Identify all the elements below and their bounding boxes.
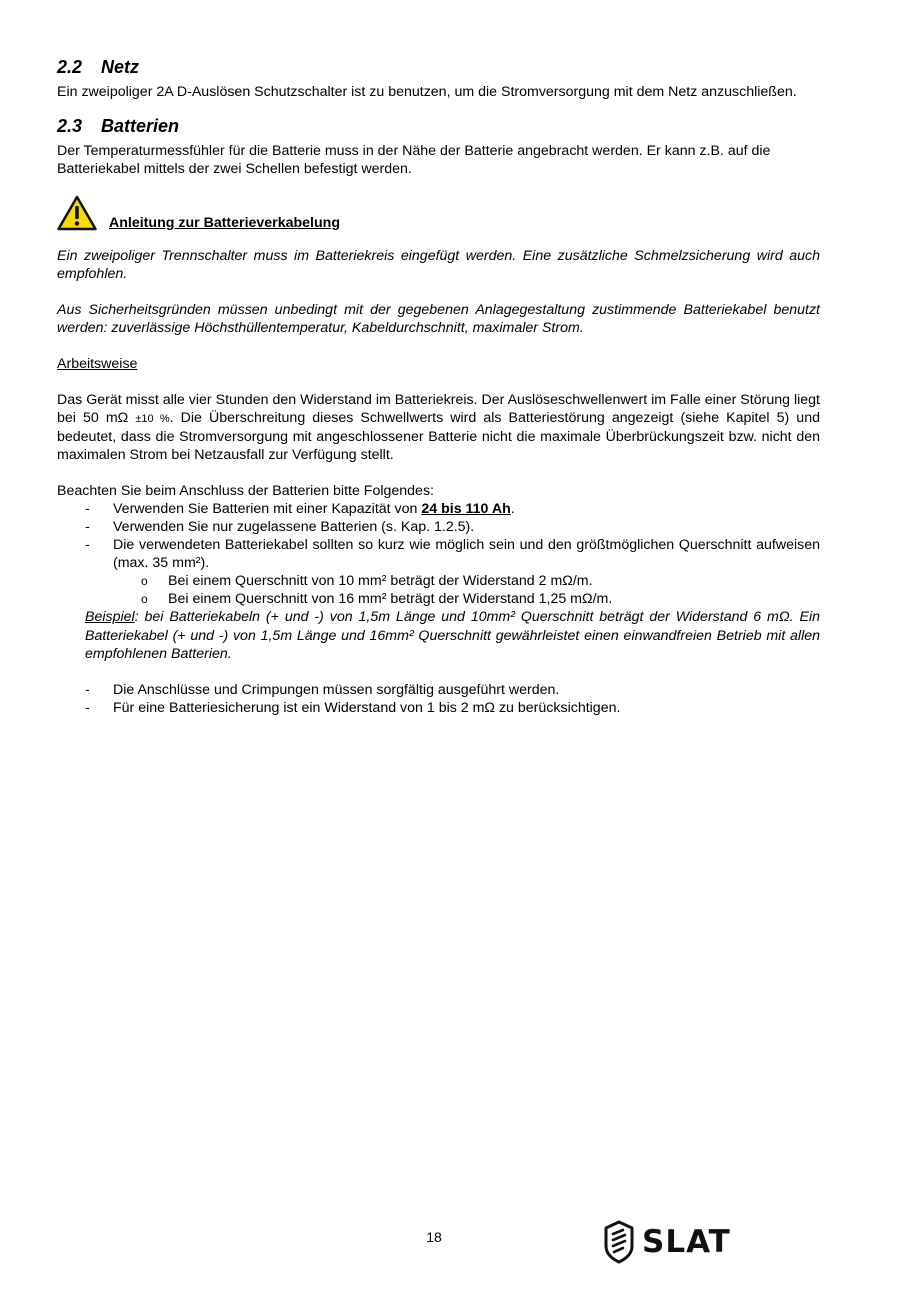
item-text: Verwenden Sie Batterien mit einer Kapazität von <box>113 501 422 517</box>
batterien-paragraph: Der Temperaturmessfühler für die Batterie muss in der Nähe der Batterie angebracht werden. Er kann z.B. auf die Batteriekabel mittels der zwei Schellen befestigt werden. <box>57 143 771 177</box>
slat-shield-icon <box>604 1220 634 1264</box>
page-content <box>57 56 820 717</box>
sub-item-text: Bei einem Querschnitt von 10 mm² beträgt der Widerstand 2 mΩ/m. <box>168 573 593 589</box>
sublist-item <box>57 590 820 608</box>
anschluss-list-2 <box>57 681 820 717</box>
warning-triangle-icon <box>57 195 97 231</box>
warning-paragraph-1: Ein zweipoliger Trennschalter muss im Batteriekreis eingefügt werden. Eine zusätzliche Schmelzsicherung wird auch empfohlen. <box>57 248 820 282</box>
tolerance-value: ±10 % <box>135 413 170 425</box>
dash-bullet: - <box>85 501 90 517</box>
arbeitsweise-text-after: . Die Überschreitung dieses Schwellwerts wird als Batteriestörung angezeigt (siehe Kapitel 5) und bedeutet, dass die Stromversorgung mit angeschlossener Batterie nicht die maximale Überbrückungszeit bzw. nicht den maximalen Strom bei Netzausfall zur Verfügung stellt. <box>57 410 820 463</box>
example-text: : bei Batteriekabeln (+ und -) von 1,5m Länge und 10mm² Querschnitt beträgt der Widerstand 6 mΩ. Ein Batteriekabel (+ und -) von 1,5m Länge und 16mm² Querschnitt gewährleistet einen einwandfreien Betrieb mit allen empfohlenen Batterien. <box>85 609 820 662</box>
item-text: Für eine Batteriesicherung ist ein Widerstand von 1 bis 2 mΩ zu berücksichtigen. <box>113 699 621 716</box>
item-text: Die verwendeten Batteriekabel sollten so kurz wie möglich sein und den größtmöglichen Querschnitt aufweisen (max. 35 mm²). <box>113 537 820 571</box>
warning-paragraph-2: Aus Sicherheitsgründen müssen unbedingt mit der gegebenen Anlagegestaltung zustimmende Batteriekabel benutzt werden: zuverlässige Höchsthüllentemperatur, Kabeldurchschnitt, maximaler Strom. <box>57 302 820 336</box>
anschluss-list <box>57 500 820 572</box>
item-text-end: . <box>510 501 515 517</box>
sublist-item <box>57 572 820 590</box>
list-item <box>57 699 820 717</box>
section-heading-netz <box>57 56 820 78</box>
list-item <box>57 518 820 536</box>
capacity-value: 24 bis 110 Ah <box>421 501 511 517</box>
logo-text: SLAT <box>642 1224 731 1260</box>
dash-bullet: - <box>85 699 90 716</box>
slat-logo <box>604 1218 740 1266</box>
circle-bullet: o <box>141 592 148 606</box>
warning-row <box>57 193 820 231</box>
example-label: Beispiel <box>85 609 135 625</box>
dash-bullet: - <box>85 681 90 698</box>
section-title: Batterien <box>101 116 180 136</box>
dash-bullet: - <box>85 537 90 553</box>
item-text: Verwenden Sie nur zugelassene Batterien (s. Kap. 1.2.5). <box>113 519 475 535</box>
list-item <box>57 681 820 699</box>
page-number: 18 <box>426 1229 442 1245</box>
section-heading-batterien <box>57 115 820 137</box>
arbeitsweise-text-before: Das Gerät misst alle vier Stunden den Widerstand im Batteriekreis. Der Auslöseschwellenwert im Falle einer Störung liegt bei 50 mΩ <box>57 392 820 426</box>
warning-title: Anleitung zur Batterieverkabelung <box>109 215 340 231</box>
netz-paragraph: Ein zweipoliger 2A D-Auslösen Schutzschalter ist zu benutzen, um die Stromversorgung mit dem Netz anzuschließen. <box>57 84 797 100</box>
section-number: 2.2 <box>57 57 83 77</box>
arbeitsweise-heading: Arbeitsweise <box>57 356 138 372</box>
cross-section-sublist <box>57 572 820 608</box>
item-text: Die Anschlüsse und Crimpungen müssen sorgfältig ausgeführt werden. <box>113 681 560 698</box>
dash-bullet: - <box>85 519 90 535</box>
circle-bullet: o <box>141 574 148 588</box>
sub-item-text: Bei einem Querschnitt von 16 mm² beträgt der Widerstand 1,25 mΩ/m. <box>168 591 613 607</box>
example-paragraph <box>57 608 820 664</box>
section-title: Netz <box>101 57 140 77</box>
arbeitsweise-paragraph <box>57 391 820 464</box>
list-item <box>57 500 820 518</box>
list-item <box>57 536 820 572</box>
anschluss-intro: Beachten Sie beim Anschluss der Batterien bitte Folgendes: <box>57 483 434 499</box>
section-number: 2.3 <box>57 116 83 136</box>
